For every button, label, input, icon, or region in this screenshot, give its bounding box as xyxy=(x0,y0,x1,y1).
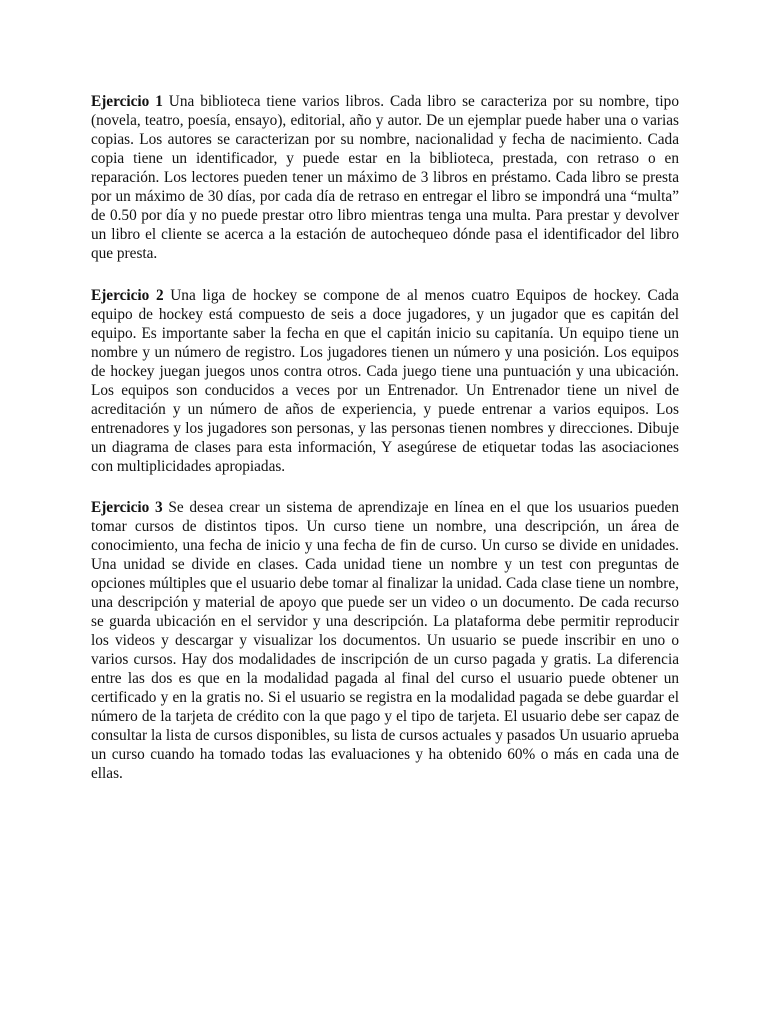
exercise-3-body: Se desea crear un sistema de aprendizaje en línea en el que los usuarios pueden tomar cursos de distintos tipos. Un curso tiene un nombre, una descripción, un área de conocimiento, una fecha de inicio y una fecha de fin de curso. Un curso se divide en unidades. Una unidad se divide en clases. Cada unidad tiene un nombre y un test con preguntas de opciones múltiples que el usuario debe tomar al finalizar la unidad. Cada clase tiene un nombre, una descripción y material de apoyo que puede ser un video o un documento. De cada recurso se guarda ubicación en el servidor y una descripción. La plataforma debe permitir reproducir los videos y descargar y visualizar los documentos. Un usuario se puede inscribir en uno o varios cursos. Hay dos modalidades de inscripción de un curso pagada y gratis. La diferencia entre las dos es que en la modalidad pagada al final del curso el usuario puede obtener un certificado y en la gratis no. Si el usuario se registra en la modalidad pagada se debe guardar el número de la tarjeta de crédito con la que pago y el tipo de tarjeta. El usuario debe ser capaz de consultar la lista de cursos disponibles, su lista de cursos actuales y pasados Un usuario aprueba un curso cuando ha tomado todas las evaluaciones y ha obtenido 60% o más en cada una de ellas. xyxy=(91,499,679,782)
exercise-2-body: Una liga de hockey se compone de al menos cuatro Equipos de hockey. Cada equipo de hockey está compuesto de seis a doce jugadores, y un jugador que es capitán del equipo. Es importante saber la fecha en que el capitán inicio su capitanía. Un equipo tiene un nombre y un número de registro. Los jugadores tienen un número y una posición. Los equipos de hockey juegan juegos unos contra otros. Cada juego tiene una puntuación y una ubicación. Los equipos son conducidos a veces por un Entrenador. Un Entrenador tiene un nivel de acreditación y un número de años de experiencia, y puede entrenar a varios equipos. Los entrenadores y los jugadores son personas, y las personas tienen nombres y direcciones. Dibuje un diagrama de clases para esta información, Y asegúrese de etiquetar todas las asociaciones con multiplicidades apropiadas. xyxy=(91,287,679,475)
exercise-1-body: Una biblioteca tiene varios libros. Cada libro se caracteriza por su nombre, tipo (novela, teatro, poesía, ensayo), editorial, año y autor. De un ejemplar puede haber una o varias copias. Los autores se caracterizan por su nombre, nacionalidad y fecha de nacimiento. Cada copia tiene un identificador, y puede estar en la biblioteca, prestada, con retraso o en reparación. Los lectores pueden tener un máximo de 3 libros en préstamo. Cada libro se presta por un máximo de 30 días, por cada día de retraso en entregar el libro se impondrá una “multa” de 0.50 por día y no puede prestar otro libro mientras tenga una multa. Para prestar y devolver un libro el cliente se acerca a la estación de autochequeo dónde pasa el identificador del libro que presta. xyxy=(91,93,679,262)
exercise-2-title: Ejercicio 2 xyxy=(91,287,164,304)
exercise-3-paragraph xyxy=(91,498,679,783)
exercise-3-title: Ejercicio 3 xyxy=(91,499,163,516)
exercise-1-paragraph xyxy=(91,92,679,263)
exercise-2-paragraph xyxy=(91,286,679,476)
exercise-1-title: Ejercicio 1 xyxy=(91,93,163,110)
